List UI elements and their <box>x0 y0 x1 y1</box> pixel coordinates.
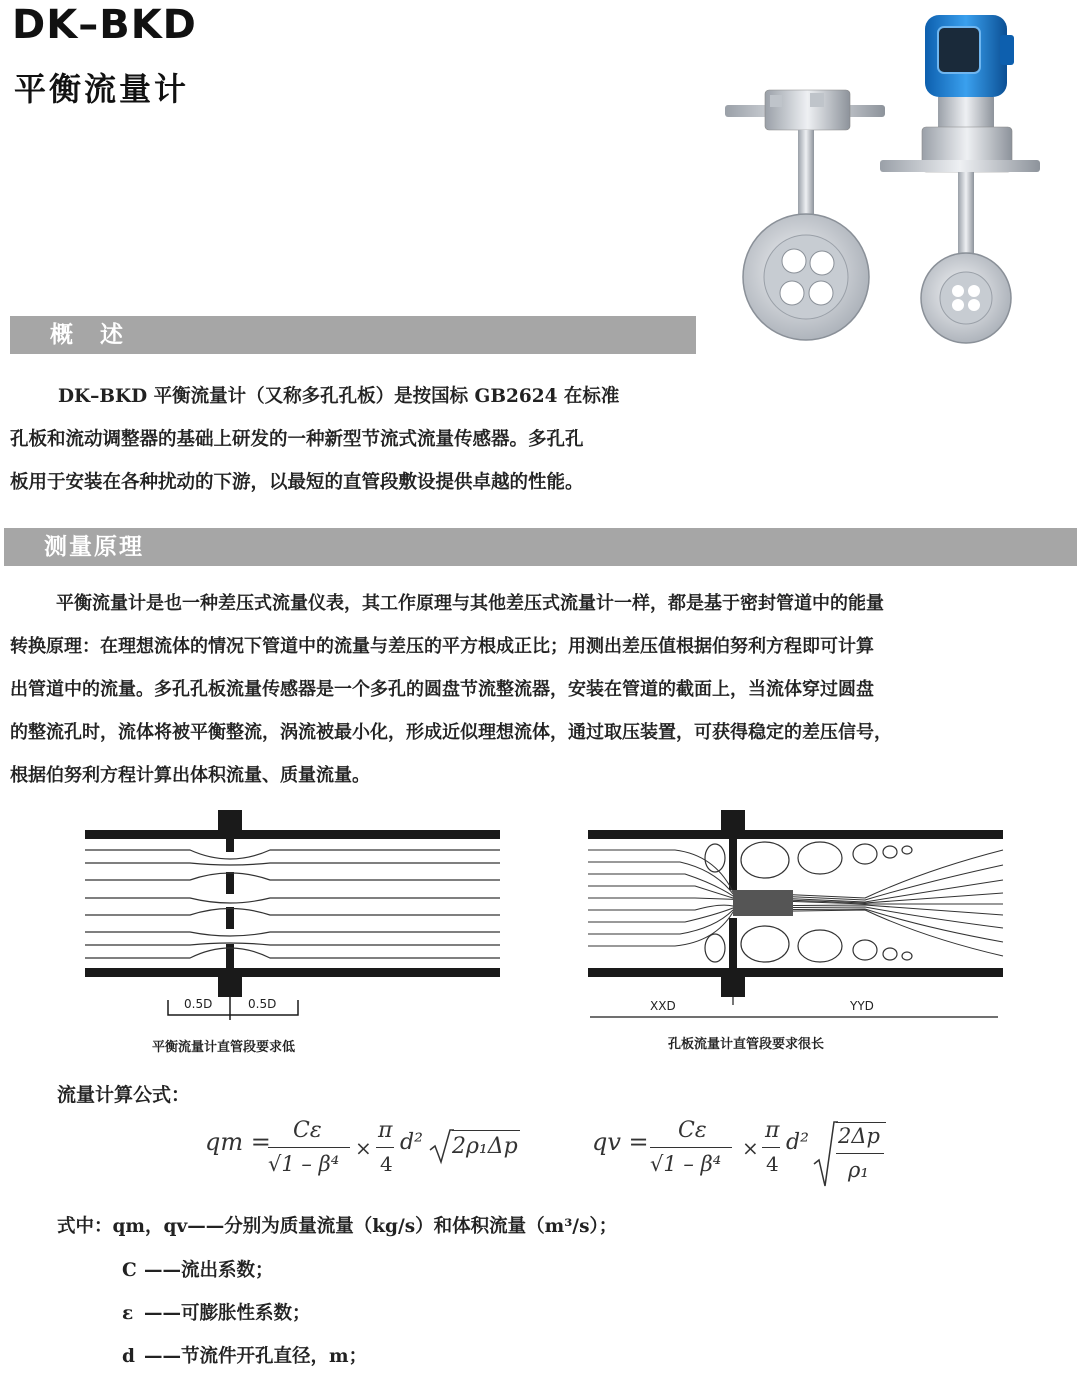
qv-root-num: 2Δp <box>838 1124 880 1148</box>
principle-title: 测量原理 <box>44 534 144 560</box>
legend-symbol: 式中：qm，qv <box>57 1216 188 1237</box>
dim-upstream-label: 0.5D <box>184 997 213 1011</box>
qv-pi: π <box>765 1118 780 1143</box>
legend-desc: ——分别为质量流量（kg/s）和体积流量（m³/s）； <box>187 1216 618 1237</box>
legend-row <box>122 1299 311 1325</box>
legend-desc: ——可膨胀性系数； <box>144 1303 311 1324</box>
qm-lhs: qm = <box>205 1128 271 1156</box>
qm-root-bar <box>452 1130 520 1131</box>
dim-downstream-label: 0.5D <box>248 997 277 1011</box>
qm-denominator: √1 – β⁴ <box>268 1152 340 1176</box>
product-name: 平衡流量计 <box>14 70 190 108</box>
legend-symbol: C <box>122 1260 137 1281</box>
qm-numerator: Cε <box>293 1118 322 1143</box>
overview-line: DK–BKD 平衡流量计（又称多孔孔板）是按国标 GB2624 在标准 <box>58 386 620 407</box>
principle-line: 出管道中的流量。多孔孔板流量传感器是一个多孔的圆盘节流整流器，安装在管道的截面上，当流体穿过圆盘 <box>10 679 874 700</box>
overview-text <box>10 375 700 504</box>
qv-root-den: ρ₁ <box>848 1158 869 1182</box>
qm-d2: d² <box>400 1130 423 1155</box>
principle-line: 平衡流量计是也一种差压式流量仪表，其工作原理与其他差压式流量计一样，都是基于密封管道中的能量 <box>56 593 884 614</box>
legend-row <box>122 1342 367 1368</box>
qm-pi: π <box>378 1118 393 1143</box>
legend-symbol: d <box>122 1346 135 1367</box>
principle-text <box>10 582 1080 797</box>
qm-times: × <box>355 1136 372 1160</box>
qm-four: 4 <box>380 1152 393 1176</box>
overview-line: 板用于安装在各种扰动的下游，以最短的直管段敷设提供卓越的性能。 <box>10 472 584 493</box>
qv-numerator: Cε <box>678 1118 707 1143</box>
formula-label: 流量计算公式： <box>57 1084 191 1106</box>
qv-fraction-line <box>650 1147 732 1148</box>
qv-root-fraction-line <box>836 1153 884 1154</box>
dim-upstream-label: XXD <box>650 999 676 1013</box>
model-title: DK–BKD <box>12 2 197 48</box>
balanced-flow-diagram <box>80 810 505 1025</box>
legend-row <box>122 1256 274 1282</box>
principle-line: 根据伯努利方程计算出体积流量、质量流量。 <box>10 765 370 786</box>
qv-times: × <box>742 1136 759 1160</box>
qv-sqrt-icon <box>812 1118 838 1190</box>
qv-four: 4 <box>766 1152 779 1176</box>
legend-row <box>57 1212 617 1238</box>
overview-line: 孔板和流动调整器的基础上研发的一种新型节流式流量传感器。多孔孔 <box>10 429 584 450</box>
product-photo <box>700 5 1070 350</box>
qm-root: 2ρ₁Δp <box>452 1134 518 1159</box>
principle-line: 转换原理：在理想流体的情况下管道中的流量与差压的平方根成正比；用测出差压值根据伯努利方程即可计算 <box>10 636 874 657</box>
dim-downstream-label: YYD <box>850 999 874 1013</box>
legend-symbol: ε <box>122 1303 134 1324</box>
qm-pi-line <box>376 1147 394 1148</box>
qv-denominator: √1 – β⁴ <box>650 1152 722 1176</box>
qm-fraction-line <box>268 1147 350 1148</box>
orifice-flow-diagram <box>585 810 1010 1025</box>
principle-section-bar <box>4 528 1077 566</box>
qv-d2: d² <box>786 1130 809 1155</box>
principle-line: 的整流孔时，流体将被平衡整流，涡流被最小化，形成近似理想流体，通过取压装置，可获得稳定的差压信号， <box>10 722 892 743</box>
overview-title: 概 述 <box>50 322 125 348</box>
qv-root-bar <box>836 1122 886 1123</box>
orifice-diagram-caption: 孔板流量计直管段要求很长 <box>668 1037 825 1052</box>
qv-pi-line <box>762 1147 780 1148</box>
qm-sqrt-icon <box>428 1126 454 1166</box>
legend-desc: ——流出系数； <box>144 1260 274 1281</box>
qv-lhs: qv = <box>592 1128 649 1156</box>
balanced-diagram-caption: 平衡流量计直管段要求低 <box>152 1040 296 1055</box>
legend-desc: ——节流件开孔直径，m； <box>144 1346 368 1367</box>
overview-section-bar <box>10 316 696 354</box>
